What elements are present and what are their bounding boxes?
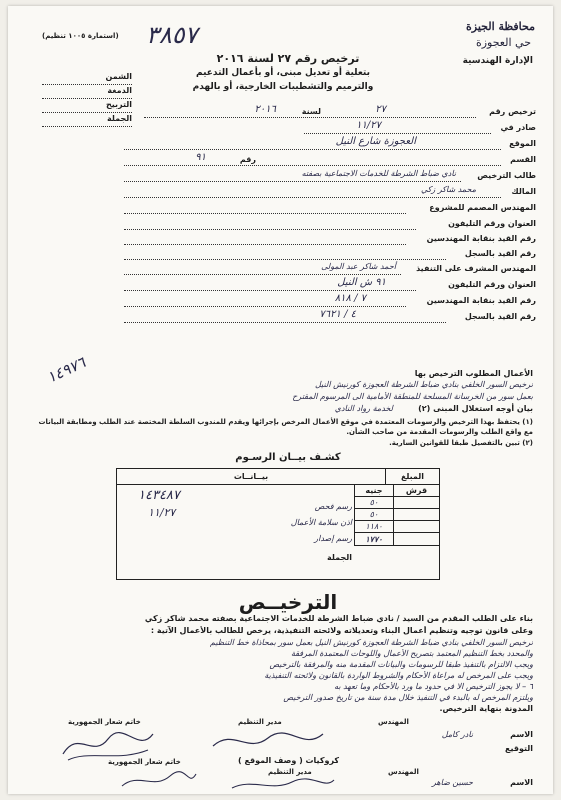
receipt-date: ١١/٢٧ [148, 506, 176, 519]
number-value: ٩١ [195, 152, 206, 163]
fee-row-2-piaster [393, 509, 439, 521]
serial-number: ٣٨٥٧ [146, 21, 198, 49]
location-label: الموقع [509, 139, 536, 148]
governorate-label: محافظة الجيزة [465, 20, 535, 33]
fee-field-1: الشمن [42, 72, 132, 85]
fee-row [355, 521, 440, 533]
fee-row-3-pound: ١١٨٠ [355, 521, 394, 533]
designer-syndicate-label: رقم القيد بنقابة المهندسين [426, 234, 536, 243]
lower-name-value: حسين ضاهر [432, 778, 473, 787]
lower-manager-scribble [228, 776, 338, 794]
form-fields [64, 104, 536, 325]
fees-total-label: الجملة [327, 553, 352, 562]
license-body-2: والمحدد بخط التنظيم المعتمد بتصريح الأعمال واللوحات المعتمدة المرفقة [290, 649, 533, 658]
location-value: العجوزة شارع النيل [335, 136, 416, 147]
license-body-4: ويجب على المرخص له مراعاة الأحكام والشروط الواردة بالقانون ولائحته التنفيذية [264, 671, 533, 680]
department-label: الإدارة الهندسية [462, 56, 533, 66]
fees-details-header: بيــانــات [233, 472, 269, 481]
designer-register-label: رقم القيد بالسجل [464, 249, 536, 258]
fee-row-1-piaster [393, 497, 439, 509]
lower-engineer-caption: المهندس [388, 768, 419, 776]
fees-table [354, 484, 440, 546]
fee-field-3: التربيح [42, 100, 132, 113]
works-line-1: ترخيص السور الخلفي بنادي ضباط الشرطة العجوزة كورنيش النيل [315, 380, 533, 389]
supervisor-address-label: العنوان ورقم التليفون [448, 280, 536, 289]
engineer-name-value: نادر كامل [441, 730, 473, 739]
form-number: (استمارة ١٠٠٥ تنظيم) [42, 32, 119, 40]
fees-pound-header: جنيه [355, 485, 394, 497]
manager-signature-scribble [208, 726, 328, 756]
works-line-2: بعمل سور من الخرسانة المسلحة للمنطقة الأمامية الى المرسوم المقترح [292, 392, 533, 401]
sketch-label: كروكيات ( وصف الموقع ) [238, 756, 340, 765]
license-line: ترخيص رقم ٢٧ لسنة ٢٠١٦ [216, 52, 360, 65]
license-law: وعلى قانون توجيه وتنظيم أعمال البناء وتعديلاته ولائحته التنفيذية، يرخص للطالب بالأعمال الآتية : [150, 626, 533, 635]
engineer-sign-label: التوقيع [505, 744, 533, 753]
fee-field-4: الجملة [42, 114, 132, 127]
seal-signature-scribble [58, 724, 158, 764]
lower-seal-caption: خاتم شعار الجمهورية [108, 758, 181, 766]
receipt-number: ١٤٣٤٨٧ [138, 488, 180, 503]
seal-caption: خاتم شعار الجمهورية [68, 718, 141, 726]
license-intro: بناء على الطلب المقدم من السيد / نادي ضباط الشرطة للخدمات الاجتماعية بصفته محمد شاكر زكي [144, 614, 533, 623]
designer-label: المهندس المصمم للمشروع [429, 203, 536, 212]
supervisor-register-value: ٤ / ٧٦٢١ [319, 309, 356, 320]
fees-amount-header: المبلغ [400, 472, 425, 481]
license-document [8, 6, 553, 794]
issued-value: ١١/٢٧ [356, 120, 381, 131]
license-body-5: ٦ – لا يجوز الترخيص الا في حدود ما ورد بالأحكام وما تعهد به [334, 682, 533, 691]
applicant-label: طالب الترخيص [477, 171, 536, 180]
fee-row-2-detail: اذن سلامة الأعمال [290, 518, 352, 527]
lower-manager-caption: مدير التنظيم [268, 768, 312, 776]
supervisor-address-value: ٩١ ش النيل [337, 277, 386, 288]
fee-total-row [355, 533, 440, 546]
fees-piaster-header: قرش [393, 485, 439, 497]
engineer-name-label: الاسم [510, 730, 533, 739]
license-body-1: ترخيص السور الخلفي بنادي ضباط الشرطة العجوزة كورنيش النيل بعمل سور بمحاذاة خط التنظيم [210, 638, 533, 647]
supervisor-syndicate-value: ٧ / ٨١٨ [334, 293, 366, 304]
fee-row-1-detail: رسم فحص [314, 502, 352, 511]
fee-row-1-pound: ٥٠ [355, 497, 394, 509]
lower-seal-scribble [118, 768, 198, 792]
number-label: رقم [239, 155, 256, 164]
fee-field-2: الدمغة [42, 86, 132, 99]
usage-label: بيان أوجه استغلال المبنى (٢) [418, 404, 533, 413]
supervisor-label: المهندس المشرف على التنفيذ [416, 264, 536, 273]
lower-name-label: الاسم [510, 778, 533, 787]
works-note-1: (١) يحتفظ بهذا الترخيص والرسومات المعتمدة في موقع الأعمال المرخص بإجرائها ويقدم للمندوب السلطة المختصة عند الطلب ومطابقة البيانات مع واقع الطلب والرسومات المقدمة من صاحب الشأن. [38, 418, 533, 436]
license-closing: المدونة بنهاية الترخيص. [439, 704, 533, 713]
license-no-label: ترخيص رقم [489, 107, 536, 116]
fee-total-value: ١٧٧٠ [355, 533, 394, 546]
district-label: حي العجوزة [475, 36, 531, 49]
license-no-value: ٢٧ [375, 104, 386, 115]
license-subtitle-2: والترميم والتشطيبات الخارجية، أو بالهدم [192, 82, 374, 92]
supervisor-value: أحمد شاكر عبد المولى [321, 262, 396, 271]
works-label: الأعمال المطلوب الترخيص بها [414, 369, 533, 378]
applicant-value: نادي ضباط الشرطة للخدمات الاجتماعية بصفته [301, 169, 456, 178]
license-body-6: ويلتزم المرخص له بالبدء في التنفيذ خلال مدة سنة من تاريخ صدور الترخيص [283, 693, 533, 702]
fee-row-2-pound: ٥٠ [355, 509, 394, 521]
supervisor-register-label: رقم القيد بالسجل [464, 312, 536, 321]
engineer-caption: المهندس [378, 718, 409, 726]
designer-address-label: العنوان ورقم التليفون [448, 219, 536, 228]
fee-row [355, 509, 440, 521]
fee-row [355, 497, 440, 509]
section-label: القسم [510, 155, 536, 164]
manager-caption: مدير التنظيم [238, 718, 282, 726]
fee-row-3-detail: رسم إصدار [314, 534, 352, 543]
license-body-3: ويجب الالتزام بالتنفيذ طبقا للرسومات والبيانات المقدمة منه والمرفقة بالترخيص [269, 660, 533, 669]
usage-value: لخدمة رواد النادي [334, 404, 393, 413]
margin-number: ١٤٩٧٦ [44, 353, 89, 387]
fees-title: كشـف بيــان الرسـوم [235, 452, 341, 463]
supervisor-syndicate-label: رقم القيد بنقابة المهندسين [426, 296, 536, 305]
license-subtitle-1: بتعلية أو تعديل مبنى، أو بأعمال التدعيم [196, 68, 370, 78]
license-title: الترخيــص [238, 590, 338, 614]
works-note-2: (٢) تبين بالتفصيل طبقا للقوانين السارية. [389, 439, 533, 447]
issued-label: صادر في [500, 123, 536, 132]
year-label: لسنة [301, 107, 321, 116]
owner-value: محمد شاكر زكي [420, 185, 476, 194]
fee-row-3-piaster [393, 521, 439, 533]
year-value: ٢٠١٦ [254, 104, 276, 115]
owner-label: المالك [511, 187, 536, 196]
